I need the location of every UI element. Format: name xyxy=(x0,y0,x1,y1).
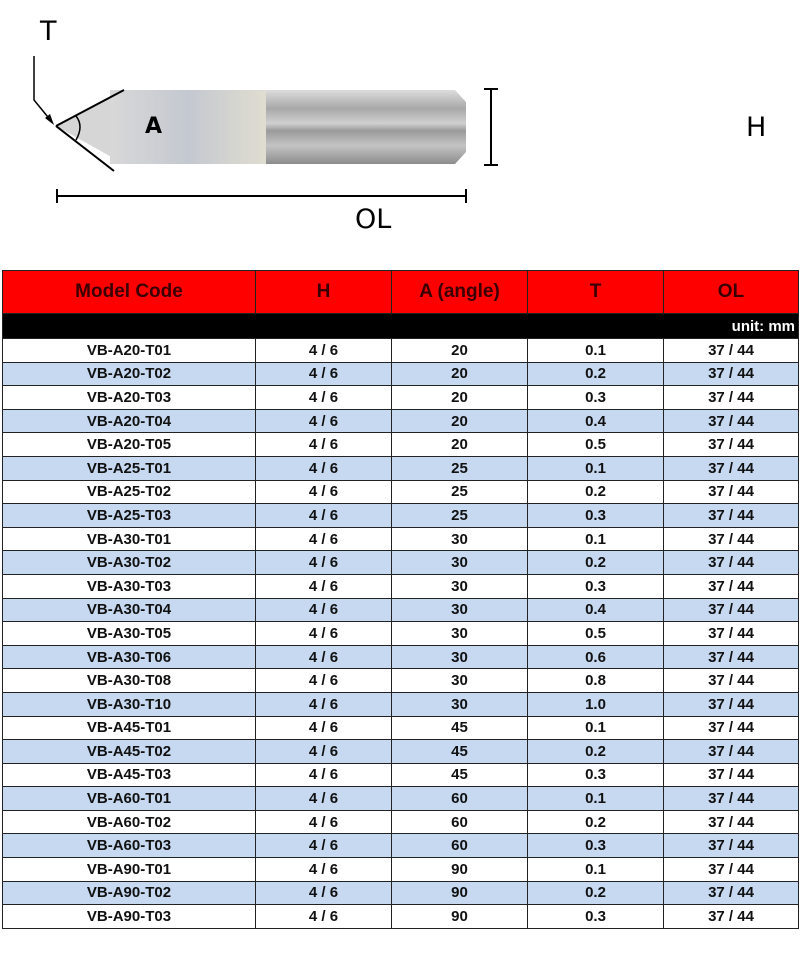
cell-model-code: VB-A30-T02 xyxy=(3,551,256,575)
cell-t: 0.1 xyxy=(528,456,664,480)
cell-ol: 37 / 44 xyxy=(664,409,799,433)
table-row xyxy=(3,669,799,693)
unit-label: unit: mm xyxy=(3,314,799,339)
label-height: H xyxy=(746,112,767,143)
cell-model-code: VB-A20-T05 xyxy=(3,433,256,457)
cell-angle: 30 xyxy=(392,692,528,716)
table-row xyxy=(3,834,799,858)
table-row xyxy=(3,905,799,929)
cell-angle: 20 xyxy=(392,409,528,433)
cell-model-code: VB-A20-T01 xyxy=(3,339,256,363)
cell-h: 4 / 6 xyxy=(256,386,392,410)
cell-t: 0.3 xyxy=(528,905,664,929)
cell-t: 0.2 xyxy=(528,810,664,834)
cell-h: 4 / 6 xyxy=(256,881,392,905)
cell-angle: 30 xyxy=(392,645,528,669)
table-header xyxy=(3,271,799,314)
cell-model-code: VB-A45-T02 xyxy=(3,740,256,764)
cell-h: 4 / 6 xyxy=(256,810,392,834)
cell-angle: 25 xyxy=(392,480,528,504)
cell-t: 0.1 xyxy=(528,787,664,811)
tip-leader-arrow xyxy=(34,56,52,122)
cell-model-code: VB-A45-T03 xyxy=(3,763,256,787)
cell-ol: 37 / 44 xyxy=(664,740,799,764)
cell-angle: 60 xyxy=(392,787,528,811)
cell-ol: 37 / 44 xyxy=(664,787,799,811)
table-row xyxy=(3,504,799,528)
table-row xyxy=(3,598,799,622)
cell-ol: 37 / 44 xyxy=(664,881,799,905)
cell-h: 4 / 6 xyxy=(256,598,392,622)
cell-t: 0.1 xyxy=(528,527,664,551)
cell-h: 4 / 6 xyxy=(256,574,392,598)
cell-t: 0.2 xyxy=(528,480,664,504)
cell-t: 0.4 xyxy=(528,409,664,433)
table-row xyxy=(3,456,799,480)
cell-ol: 37 / 44 xyxy=(664,339,799,363)
table-row xyxy=(3,622,799,646)
cell-ol: 37 / 44 xyxy=(664,905,799,929)
cell-ol: 37 / 44 xyxy=(664,834,799,858)
header-angle: A (angle) xyxy=(392,271,528,314)
cell-t: 0.2 xyxy=(528,551,664,575)
cell-ol: 37 / 44 xyxy=(664,645,799,669)
cell-model-code: VB-A30-T06 xyxy=(3,645,256,669)
cell-angle: 30 xyxy=(392,574,528,598)
cell-ol: 37 / 44 xyxy=(664,622,799,646)
cell-angle: 45 xyxy=(392,763,528,787)
cell-t: 0.4 xyxy=(528,598,664,622)
table-row xyxy=(3,763,799,787)
cell-h: 4 / 6 xyxy=(256,339,392,363)
cell-h: 4 / 6 xyxy=(256,504,392,528)
cell-h: 4 / 6 xyxy=(256,645,392,669)
table-row xyxy=(3,810,799,834)
cell-ol: 37 / 44 xyxy=(664,386,799,410)
header-ol: OL xyxy=(664,271,799,314)
cell-model-code: VB-A25-T03 xyxy=(3,504,256,528)
cell-angle: 20 xyxy=(392,339,528,363)
cell-ol: 37 / 44 xyxy=(664,551,799,575)
cell-model-code: VB-A20-T03 xyxy=(3,386,256,410)
cell-h: 4 / 6 xyxy=(256,763,392,787)
cell-angle: 90 xyxy=(392,881,528,905)
label-angle: A xyxy=(145,114,163,139)
cell-model-code: VB-A90-T01 xyxy=(3,858,256,882)
table-row xyxy=(3,339,799,363)
cell-ol: 37 / 44 xyxy=(664,504,799,528)
cell-t: 1.0 xyxy=(528,692,664,716)
table-row xyxy=(3,480,799,504)
cell-h: 4 / 6 xyxy=(256,716,392,740)
cell-angle: 30 xyxy=(392,551,528,575)
cell-t: 0.3 xyxy=(528,386,664,410)
cell-ol: 37 / 44 xyxy=(664,527,799,551)
cell-ol: 37 / 44 xyxy=(664,456,799,480)
cell-model-code: VB-A20-T04 xyxy=(3,409,256,433)
cell-ol: 37 / 44 xyxy=(664,669,799,693)
table-row xyxy=(3,409,799,433)
cell-t: 0.3 xyxy=(528,504,664,528)
unit-row xyxy=(3,314,799,339)
cell-model-code: VB-A30-T08 xyxy=(3,669,256,693)
cell-h: 4 / 6 xyxy=(256,740,392,764)
cell-ol: 37 / 44 xyxy=(664,692,799,716)
label-overall-length: OL xyxy=(355,204,392,235)
cell-h: 4 / 6 xyxy=(256,362,392,386)
bit-blade xyxy=(110,90,266,164)
cell-angle: 20 xyxy=(392,386,528,410)
cell-angle: 25 xyxy=(392,504,528,528)
cell-model-code: VB-A30-T01 xyxy=(3,527,256,551)
cell-angle: 45 xyxy=(392,740,528,764)
cell-h: 4 / 6 xyxy=(256,787,392,811)
table-row xyxy=(3,362,799,386)
cell-angle: 30 xyxy=(392,622,528,646)
header-t: T xyxy=(528,271,664,314)
cell-angle: 60 xyxy=(392,810,528,834)
cell-angle: 90 xyxy=(392,905,528,929)
cell-h: 4 / 6 xyxy=(256,433,392,457)
cell-h: 4 / 6 xyxy=(256,409,392,433)
label-tip: T xyxy=(40,16,57,47)
table-row xyxy=(3,858,799,882)
cell-t: 0.5 xyxy=(528,433,664,457)
cell-h: 4 / 6 xyxy=(256,456,392,480)
cell-ol: 37 / 44 xyxy=(664,574,799,598)
cell-t: 0.1 xyxy=(528,858,664,882)
cell-model-code: VB-A45-T01 xyxy=(3,716,256,740)
cell-angle: 30 xyxy=(392,669,528,693)
cell-ol: 37 / 44 xyxy=(664,362,799,386)
cell-t: 0.3 xyxy=(528,834,664,858)
table-row xyxy=(3,716,799,740)
cell-ol: 37 / 44 xyxy=(664,480,799,504)
header-model-code: Model Code xyxy=(3,271,256,314)
cell-h: 4 / 6 xyxy=(256,834,392,858)
cell-model-code: VB-A25-T01 xyxy=(3,456,256,480)
cell-ol: 37 / 44 xyxy=(664,433,799,457)
cell-h: 4 / 6 xyxy=(256,692,392,716)
cell-ol: 37 / 44 xyxy=(664,810,799,834)
cell-t: 0.1 xyxy=(528,716,664,740)
cell-angle: 45 xyxy=(392,716,528,740)
table-row xyxy=(3,740,799,764)
cell-angle: 20 xyxy=(392,362,528,386)
cell-model-code: VB-A90-T02 xyxy=(3,881,256,905)
cell-t: 0.1 xyxy=(528,339,664,363)
cell-model-code: VB-A90-T03 xyxy=(3,905,256,929)
cell-model-code: VB-A25-T02 xyxy=(3,480,256,504)
cell-angle: 30 xyxy=(392,527,528,551)
cell-t: 0.2 xyxy=(528,362,664,386)
cell-model-code: VB-A30-T04 xyxy=(3,598,256,622)
cell-model-code: VB-A60-T03 xyxy=(3,834,256,858)
cell-model-code: VB-A60-T02 xyxy=(3,810,256,834)
cell-model-code: VB-A30-T03 xyxy=(3,574,256,598)
table-row xyxy=(3,433,799,457)
cell-model-code: VB-A30-T10 xyxy=(3,692,256,716)
cell-h: 4 / 6 xyxy=(256,551,392,575)
cell-ol: 37 / 44 xyxy=(664,598,799,622)
table-row xyxy=(3,645,799,669)
table-row xyxy=(3,787,799,811)
table-row xyxy=(3,574,799,598)
table-row xyxy=(3,551,799,575)
cell-model-code: VB-A20-T02 xyxy=(3,362,256,386)
cell-ol: 37 / 44 xyxy=(664,763,799,787)
cell-t: 0.3 xyxy=(528,574,664,598)
header-h: H xyxy=(256,271,392,314)
table-row xyxy=(3,527,799,551)
cell-t: 0.2 xyxy=(528,740,664,764)
cell-angle: 25 xyxy=(392,456,528,480)
cell-angle: 90 xyxy=(392,858,528,882)
cell-ol: 37 / 44 xyxy=(664,716,799,740)
cell-h: 4 / 6 xyxy=(256,480,392,504)
length-dimension xyxy=(57,189,466,203)
height-dimension xyxy=(484,89,498,165)
spec-table xyxy=(2,270,799,929)
cell-h: 4 / 6 xyxy=(256,527,392,551)
cell-t: 0.5 xyxy=(528,622,664,646)
cell-t: 0.6 xyxy=(528,645,664,669)
table-row xyxy=(3,386,799,410)
table-row xyxy=(3,881,799,905)
cell-t: 0.2 xyxy=(528,881,664,905)
engraving-bit-diagram xyxy=(0,0,800,240)
cell-t: 0.8 xyxy=(528,669,664,693)
cell-t: 0.3 xyxy=(528,763,664,787)
cell-model-code: VB-A30-T05 xyxy=(3,622,256,646)
table-row xyxy=(3,692,799,716)
cell-h: 4 / 6 xyxy=(256,905,392,929)
cell-model-code: VB-A60-T01 xyxy=(3,787,256,811)
cell-ol: 37 / 44 xyxy=(664,858,799,882)
cell-h: 4 / 6 xyxy=(256,622,392,646)
cell-angle: 30 xyxy=(392,598,528,622)
bit-shank xyxy=(266,90,466,164)
cell-h: 4 / 6 xyxy=(256,858,392,882)
cell-angle: 60 xyxy=(392,834,528,858)
cell-angle: 20 xyxy=(392,433,528,457)
cell-h: 4 / 6 xyxy=(256,669,392,693)
